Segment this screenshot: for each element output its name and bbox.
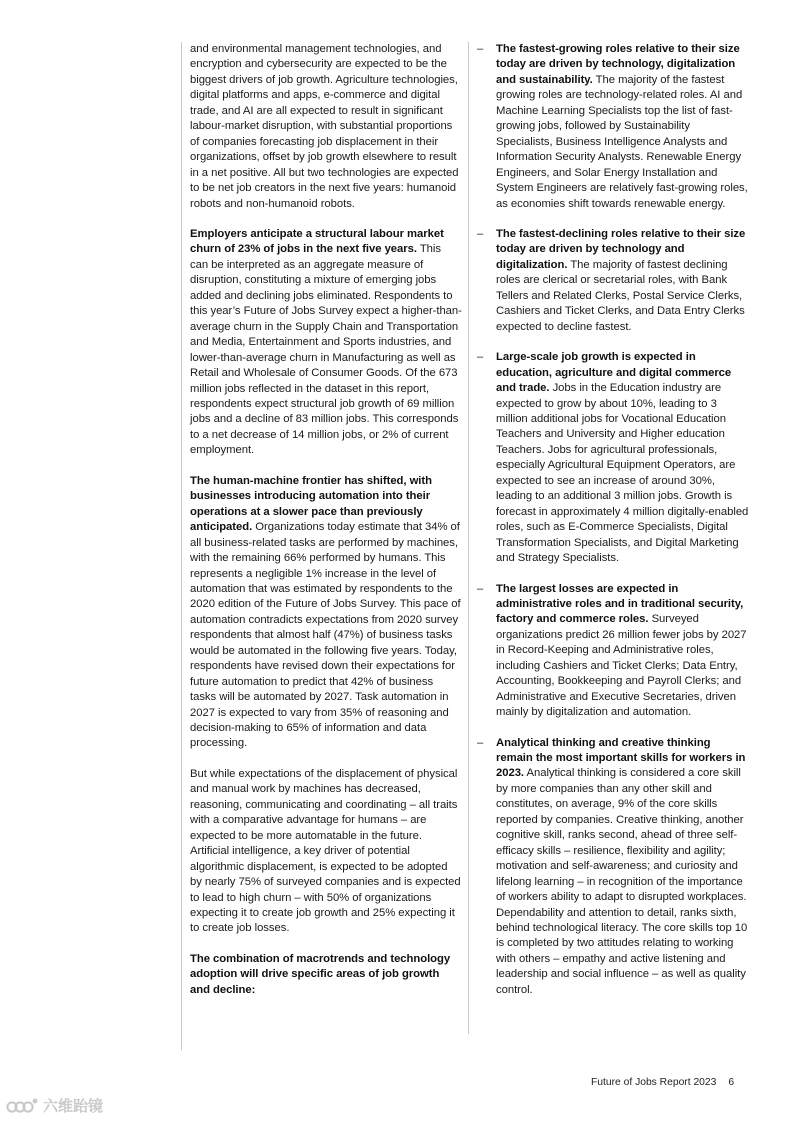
page-footer bbox=[591, 1077, 734, 1088]
watermark-logo-icon bbox=[6, 1096, 40, 1116]
page-number: 6 bbox=[728, 1077, 735, 1088]
right-column bbox=[477, 42, 749, 1013]
watermark-text: 六维跆镜 bbox=[43, 1098, 104, 1115]
bullet-fastest-declining-roles: – The fastest-declining roles relative to their size today are driven by technology and digitalization. The majority of fastest declining roles are clerical or secretarial roles, with Bank Tellers and Related Clerks, Postal Service Clerks, Cashiers and Ticket Clerks, and Data Entry Clerks expected to decline fastest. bbox=[477, 227, 746, 333]
bullet-dash: – bbox=[477, 43, 484, 55]
bullet-dash: – bbox=[477, 736, 484, 749]
bullet-core-skills: – Analytical thinking and creative thinking remain the most important skills for workers in 2023. Analytical thinking is considered a core skill by more companies than any other skill and constitutes, on average, 9% of the core skills reported by companies. Creative thinking, another cognitive skill, ranks second, ahead of three self-efficacy skills – resilience, flexibility and agility; motivation and self-awareness; and curiosity and lifelong learning – in recognition of the importance of workers ability to adapt to disrupted workplaces. Dependability and attention to detail, ranks sixth, behind technological literacy. The core skills top 10 is completed by two attitudes relating to working with others – empathy and active listening and leadership and social influence – as well as quality control. bbox=[477, 736, 748, 996]
paragraph-macrotrends-lead: The combination of macrotrends and technology adoption will drive specific areas of job growth and decline: bbox=[190, 952, 451, 996]
bullet-lead: The fastest-declining roles relative to their size today are driven by technology and digitalization. bbox=[496, 227, 746, 271]
bullet-lead: Large-scale job growth is expected in education, agriculture and digital commerce and trade. bbox=[496, 351, 732, 395]
bullet-lead: Analytical thinking and creative thinking remain the most important skills for workers in 2023. bbox=[496, 736, 746, 780]
bullet-lead: The fastest-growing roles relative to their size today are driven by technology, digitalization and sustainability. bbox=[496, 43, 740, 86]
bullet-large-scale-growth: – Large-scale job growth is expected in education, agriculture and digital commerce and trade. Jobs in the Education industry are expected to grow by about 10%, leading to 3 million additional jobs for Vocational Education Teachers and University and Higher education Teachers. Jobs for agricultural professionals, especially Agricultural Equipment Operators, are expected to see an increase of around 30%, leading to an additional 3 million jobs. Growth is forecast in approximately 4 million digitally-enabled roles, such as E-Commerce Specialists, Digital Transformation Specialists, and Digital Marketing and Strategy Specialists. bbox=[477, 351, 749, 565]
bullet-fastest-growing-roles: – The fastest-growing roles relative to their size today are driven by technology, digitalization and sustainability. The majority of the fastest growing roles are technology-related roles. AI and Machine Learning Specialists top the list of fast-growing jobs, followed by Sustainability Specialists, Business Intelligence Analysts and Information Security Analysts. Renewable Energy Engineers, and Solar Energy Installation and System Engineers are relatively fast-growing roles, as economies shift towards renewable energy. bbox=[477, 43, 748, 210]
column-divider-left bbox=[181, 42, 182, 1050]
bullet-lead: The largest losses are expected in administrative roles and in traditional security, factory and commerce roles. bbox=[496, 582, 744, 626]
bullet-dash: – bbox=[477, 227, 484, 240]
left-column bbox=[190, 42, 462, 1013]
paragraph-displacement-expectations: But while expectations of the displacement of physical and manual work by machines has decreased, reasoning, communicating and coordinating – all traits with a comparative advantage for humans – are expected to be more automatable in the future. Artificial intelligence, a key driver of potential algorithmic displacement, is expected to be adopted by nearly 75% of surveyed companies and is expected to lead to high churn – with 50% of organizations expecting it to create job growth and 25% expecting it to create job losses. bbox=[190, 767, 461, 935]
paragraph-tech-drivers: and environmental management technologies, and encryption and cybersecurity are expected to be the biggest drivers of job growth. Agriculture technologies, digital platforms and apps, e-commerce and digital trade, and AI are all expected to result in significant labour-market disruption, with substantial proportions of companies forecasting job displacement in their organizations, offset by job growth elsewhere to result in a net positive. All but two technologies are expected to be net job creators in the next five years: humanoid robots and non-humanoid robots. bbox=[190, 43, 459, 210]
column-divider-right bbox=[468, 42, 469, 1034]
bullet-dash: – bbox=[477, 582, 484, 595]
watermark bbox=[6, 1095, 103, 1116]
paragraph-lead: The human-machine frontier has shifted, with businesses introducing automation into their operations at a slower pace than previously anticipated. bbox=[190, 474, 432, 534]
report-title: Future of Jobs Report 2023 bbox=[591, 1077, 717, 1088]
paragraph-labour-churn: Employers anticipate a structural labour market churn of 23% of jobs in the next five years. This can be interpreted as an aggregate measure of disruption, constituting a mixture of emerging jobs added and declining jobs eliminated. Respondents to this year’s Future of Jobs Survey expect a higher-than-average churn in the Supply Chain and Transportation and Media, Entertainment and Sports industries, and lower-than-average churn in Manufacturing as well as Retail and Wholesale of Consumer Goods. Of the 673 million jobs reflected in the dataset in this report, respondents expect structural job growth of 69 million jobs and a decline of 83 million jobs. This corresponds to a net decrease of 14 million jobs, or 2% of current employment. bbox=[190, 227, 462, 457]
paragraph-lead: Employers anticipate a structural labour market churn of 23% of jobs in the next five years. bbox=[190, 227, 444, 256]
bullet-largest-losses: – The largest losses are expected in administrative roles and in traditional security, factory and commerce roles. Surveyed organizations predict 26 million fewer jobs by 2027 in Record-Keeping and Administrative roles, including Cashiers and Ticket Clerks; Data Entry, Accounting, Bookkeeping and Payroll Clerks; and Administrative and Executive Secretaries, driven mainly by digitalization and automation. bbox=[477, 582, 747, 719]
bullet-dash: – bbox=[477, 351, 484, 364]
paragraph-human-machine-frontier: The human-machine frontier has shifted, with businesses introducing automation into their operations at a slower pace than previously anticipated. Organizations today estimate that 34% of all business-related tasks are performed by machines, with the remaining 66% performed by humans. This represents a negligible 1% increase in the level of automation that was estimated by respondents to the 2020 edition of the Future of Jobs Survey. This pace of automation contradicts expectations from 2020 survey respondents that almost half (47%) of business tasks would be automated in the following five years. Today, respondents have revised down their expectations for future automation to predict that 42% of business tasks will be automated by 2027. Task automation in 2027 is expected to vary from 35% of reasoning and decision-making to 65% of information and data processing. bbox=[190, 474, 461, 750]
